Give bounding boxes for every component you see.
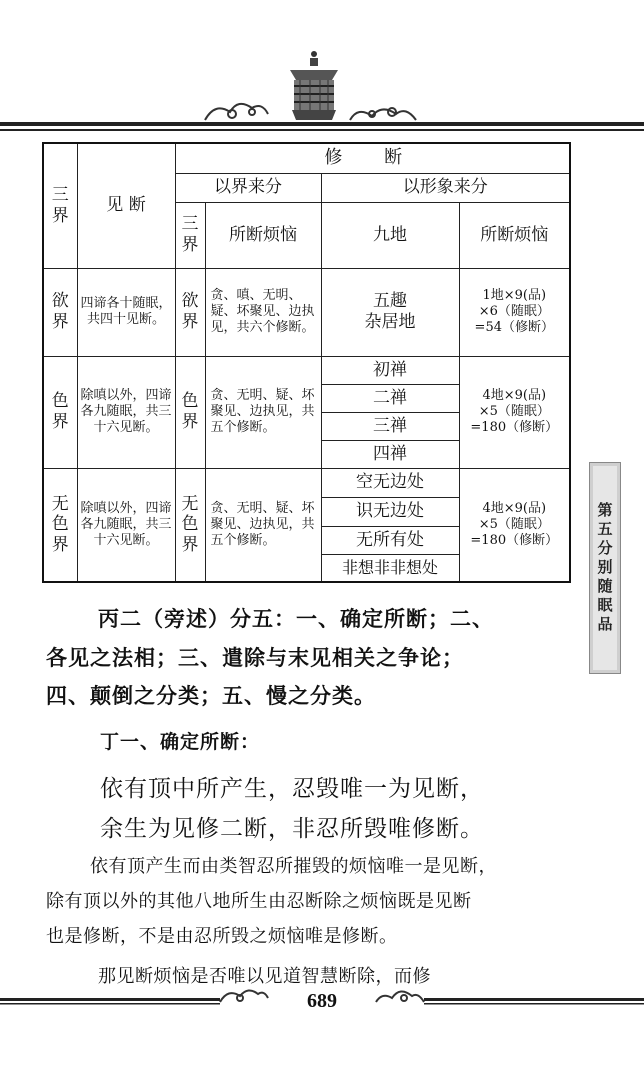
- seeing-cell: 除嗔以外，四谛各九随眠，共三十六见断。: [77, 356, 175, 468]
- ground-cell: 四禅: [321, 440, 459, 468]
- body-paragraph-line: 除有顶以外的其他八地所生由忍断除之烦恼既是见断: [46, 891, 472, 912]
- realm-cell: 欲界: [43, 268, 77, 356]
- ground-cell: 非想非非想处: [321, 554, 459, 582]
- realm-cell: 无色界: [43, 468, 77, 582]
- calc-line: 4地×9(品): [482, 388, 547, 404]
- calc-line: =180（修断）: [470, 419, 559, 435]
- section-heading: 各见之法相；三、遣除与末见相关之争论；: [46, 645, 464, 670]
- chapter-side-tab: [589, 462, 621, 674]
- ground-label: 杂居地: [364, 312, 416, 332]
- ground-label: 五趣: [373, 291, 407, 312]
- body-paragraph-line: 也是修断，不是由忍所毁之烦恼唯是修断。: [46, 926, 398, 947]
- victory-banner-icon: [290, 51, 338, 120]
- section-heading: 丙二（旁述）分五：一、确定所断；二、: [98, 606, 494, 631]
- verse-line: 依有顶中所产生，忍毁唯一为见断，: [100, 776, 484, 802]
- meditation-cell: 贪、嗔、无明、疑、坏聚见、边执见，共六个修断。: [205, 268, 321, 356]
- header-by-form: 以形象来分: [321, 173, 570, 202]
- seeing-cell: 除嗔以外，四谛各九随眠，共三十六见断。: [77, 468, 175, 582]
- ground-cell: 二禅: [321, 384, 459, 412]
- calc-line: ×6（随眠）: [478, 304, 550, 320]
- calc-cell: [459, 468, 570, 582]
- header-ornament: [0, 50, 644, 140]
- cloud-ornament-footer-right-icon: [376, 991, 424, 1002]
- header-by-realm: 以界来分: [175, 173, 321, 202]
- page-number: 689: [307, 990, 337, 1012]
- realm-cell: 色界: [43, 356, 77, 468]
- calc-line: ×5（随眠）: [478, 516, 550, 532]
- ground-cell: [321, 268, 459, 356]
- calc-line: ×5（随眠）: [478, 404, 550, 420]
- calc-line: =180（修断）: [470, 532, 559, 548]
- calc-line: 4地×9(品): [482, 500, 547, 516]
- realm-cell: 色界: [175, 356, 205, 468]
- header-afflictions-2: 所断烦恼: [459, 202, 570, 268]
- ground-cell: 三禅: [321, 412, 459, 440]
- table-row: [43, 356, 570, 384]
- realm-abandonment-table: [42, 142, 571, 583]
- seeing-cell: 四谛各十随眠，共四十见断。: [77, 268, 175, 356]
- body-paragraph-line: 依有顶产生而由类智忍所摧毁的烦恼唯一是见断，: [90, 856, 497, 877]
- header-meditation-abandonment: 修 断: [175, 143, 570, 173]
- ground-cell: 初禅: [321, 356, 459, 384]
- section-heading: 四、颠倒之分类；五、慢之分类。: [46, 683, 376, 708]
- calc-line: =54（修断）: [474, 319, 554, 335]
- meditation-cell: 贪、无明、疑、坏聚见、边执见，共五个修断。: [205, 468, 321, 582]
- calc-cell: [459, 356, 570, 468]
- meditation-cell: 贪、无明、疑、坏聚见、边执见，共五个修断。: [205, 356, 321, 468]
- cloud-ornament-left-icon: [205, 104, 268, 120]
- body-paragraph-line: 那见断烦恼是否唯以见道智慧断除，而修: [98, 966, 431, 987]
- table-row: [43, 468, 570, 497]
- header-seeing-abandonment: 见 断: [77, 143, 175, 268]
- calc-cell: [459, 268, 570, 356]
- subsection-heading: 丁一、确定所断：: [100, 731, 261, 753]
- realm-cell: 无色界: [175, 468, 205, 582]
- header-nine-grounds: 九地: [321, 202, 459, 268]
- table-row: [43, 268, 570, 356]
- ground-cell: 无所有处: [321, 526, 459, 554]
- header-three-realms: 三界: [43, 143, 77, 268]
- calc-line: 1地×9(品): [482, 288, 547, 304]
- header-realm-sub: 三界: [175, 202, 205, 268]
- chapter-side-tab-label: 第五分别随眠品: [595, 501, 614, 635]
- cloud-ornament-footer-left-icon: [220, 990, 268, 1002]
- verse-line: 余生为见修二断，非忍所毁唯修断。: [100, 816, 484, 842]
- ground-cell: 空无边处: [321, 468, 459, 497]
- ground-cell: 识无边处: [321, 497, 459, 526]
- realm-cell: 欲界: [175, 268, 205, 356]
- header-afflictions-1: 所断烦恼: [205, 202, 321, 268]
- cloud-ornament-right-icon: [350, 108, 416, 120]
